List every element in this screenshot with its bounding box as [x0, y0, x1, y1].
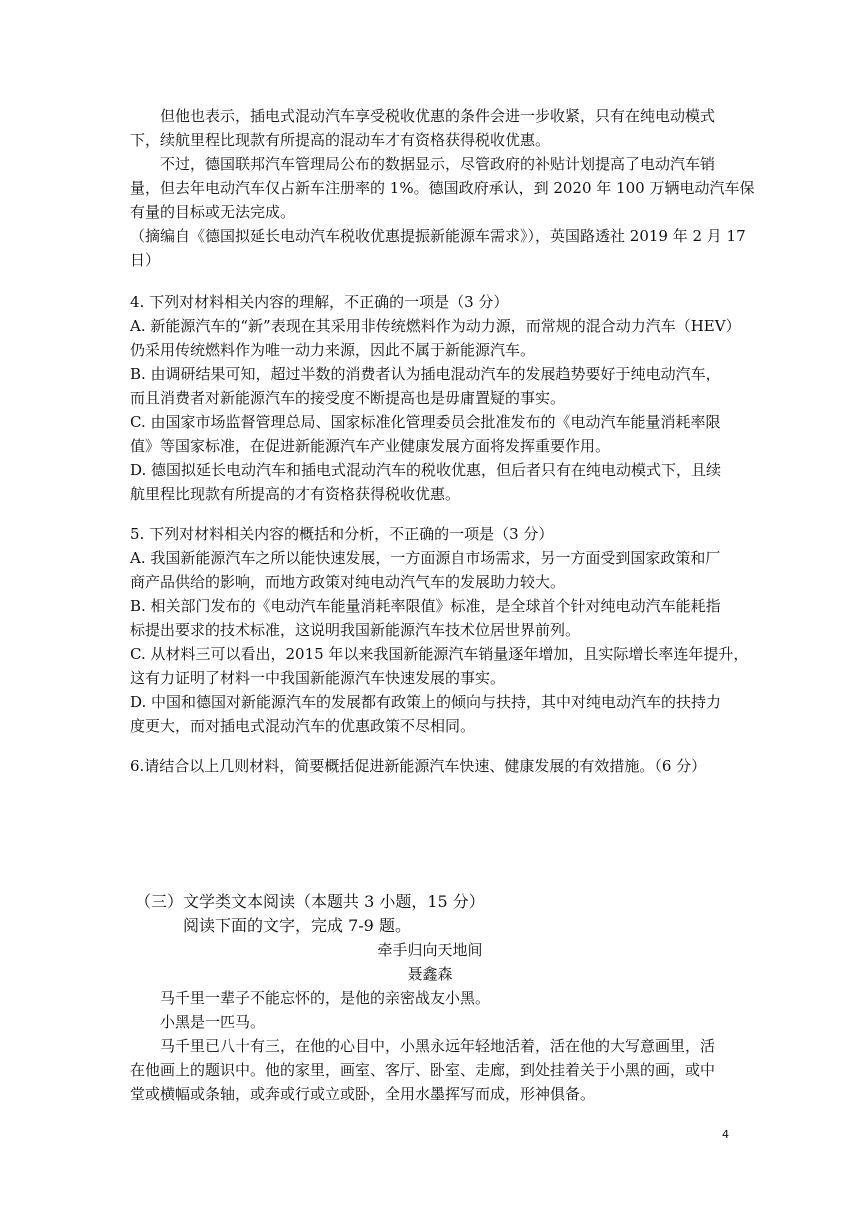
question-5-option-c-line-2: 这有力证明了材料一中我国新能源汽车快速发展的事实。 [130, 669, 506, 687]
story-title: 牵手归向天地间 [377, 941, 483, 959]
question-5-stem: 5. 下列对材料相关内容的概括和分析，不正确的一项是（3 分） [130, 525, 554, 543]
story-author: 聂鑫森 [407, 965, 453, 983]
source-citation-line-2: 日） [130, 251, 161, 269]
question-5-option-a-line-1: A. 我国新能源汽车之所以能快速发展，一方面源自市场需求，另一方面受到国家政策和厂 [130, 549, 721, 567]
question-6-stem: 6.请结合以上几则材料，简要概括促进新能源汽车快速、健康发展的有效措施。（6 分） [130, 757, 707, 775]
question-5-option-a-line-2: 商产品供给的影响，而地方政策对纯电动汽气车的发展助力较大。 [130, 573, 566, 591]
material-paragraph-1-line-2: 下，续航里程比现款有所提高的混动车才有资格获得税收优惠。 [130, 131, 551, 149]
question-4-option-d-line-2: 航里程比现款有所提高的才有资格获得税收优惠。 [130, 485, 461, 503]
question-4-option-b-line-1: B. 由调研结果可知，超过半数的消费者认为插电混动汽车的发展趋势要好于纯电动汽车， [130, 365, 721, 383]
story-paragraph-1: 马千里一辈子不能忘怀的，是他的亲密战友小黑。 [160, 989, 491, 1007]
material-paragraph-2-line-1: 不过，德国联邦汽车管理局公布的数据显示，尽管政府的补贴计划提高了电动汽车销 [160, 155, 716, 173]
question-5-option-b-line-2: 标提出要求的技术标准，这说明我国新能源汽车技术位居世界前列。 [130, 621, 581, 639]
question-5-option-c-line-1: C. 从材料三可以看出，2015 年以来我国新能源汽车销量逐年增加，且实际增长率连年提升， [130, 645, 749, 663]
material-paragraph-2-line-3: 有量的目标或无法完成。 [130, 203, 296, 221]
material-paragraph-2-line-2: 量，但去年电动汽车仅占新车注册率的 1%。德国政府承认，到 2020 年 100 万辆电动汽车保 [130, 179, 755, 197]
question-4-option-c-line-1: C. 由国家市场监督管理总局、国家标准化管理委员会批准发布的《电动汽车能量消耗率限 [130, 413, 721, 431]
page-number: 4 [722, 1128, 729, 1141]
story-paragraph-3-line-3: 堂或横幅或条轴，或奔或行或立或卧，全用水墨挥写而成，形神俱备。 [130, 1085, 596, 1103]
question-5-option-d-line-1: D. 中国和德国对新能源汽车的发展都有政策上的倾向与扶持，其中对纯电动汽车的扶持力 [130, 693, 722, 711]
question-4-option-a-line-1: A. 新能源汽车的“新”表现在其采用非传统燃料作为动力源，而常规的混合动力汽车（HEV） [130, 317, 741, 335]
question-5-option-d-line-2: 度更大，而对插电式混动汽车的优惠政策不尽相同。 [130, 717, 476, 735]
question-4-option-d-line-1: D. 德国拟延长电动汽车和插电式混动汽车的税收优惠，但后者只有在纯电动模式下，且续 [130, 461, 722, 479]
story-paragraph-3-line-2: 在他画上的题识中。他的家里，画室、客厅、卧室、走廊，到处挂着关于小黑的画，或中 [130, 1061, 716, 1079]
source-citation-line-1: （摘编自《德国拟延长电动汽车税收优惠提振新能源车需求》），英国路透社 2019 年 2 月 17 [130, 227, 746, 245]
question-4-stem: 4. 下列对材料相关内容的理解，不正确的一项是（3 分） [130, 293, 509, 311]
story-paragraph-3-line-1: 马千里已八十有三，在他的心目中，小黑永远年轻地活着，活在他的大写意画里，活 [160, 1037, 716, 1055]
section-3-instruction: 阅读下面的文字，完成 7-9 题。 [183, 916, 411, 935]
section-3-heading: （三）文学类文本阅读（本题共 3 小题，15 分） [135, 892, 485, 911]
question-4-option-a-line-2: 仍采用传统燃料作为唯一动力来源，因此不属于新能源汽车。 [130, 341, 536, 359]
material-paragraph-1-line-1: 但他也表示，插电式混动汽车享受税收优惠的条件会进一步收紧，只有在纯电动模式 [160, 107, 716, 125]
story-paragraph-2: 小黑是一匹马。 [160, 1013, 266, 1031]
question-4-option-c-line-2: 值》等国家标准，在促进新能源汽车产业健康发展方面将发挥重要作用。 [130, 437, 611, 455]
question-4-option-b-line-2: 而且消费者对新能源汽车的接受度不断提高也是毋庸置疑的事实。 [130, 389, 566, 407]
question-5-option-b-line-1: B. 相关部门发布的《电动汽车能量消耗率限值》标准，是全球首个针对纯电动汽车能耗指 [130, 597, 721, 615]
